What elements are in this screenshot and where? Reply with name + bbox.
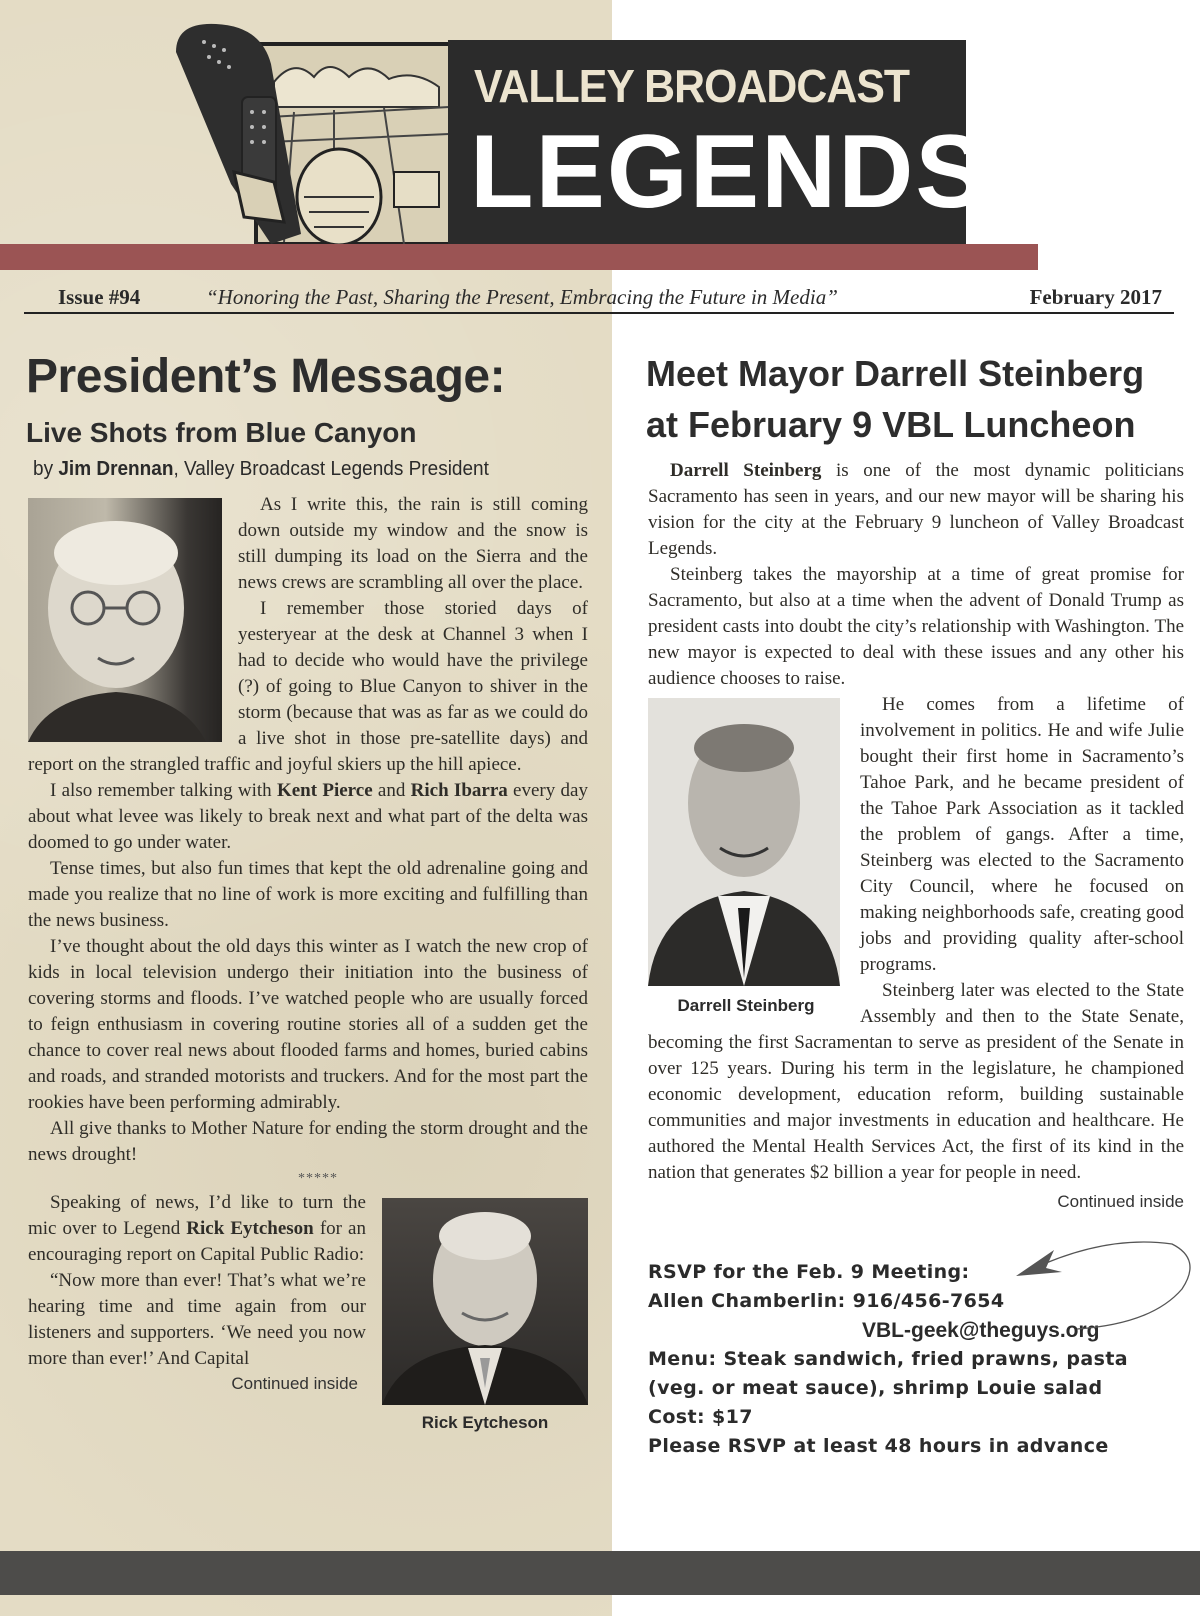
portrait-icon xyxy=(28,498,222,742)
rsvp-contact: Allen Chamberlin: 916/456-7654 xyxy=(648,1290,1005,1312)
rsvp-menu-line: (veg. or meat sauce), shrimp Louie salad xyxy=(648,1377,1103,1399)
curved-arrow-icon xyxy=(1012,1236,1192,1331)
continued-inside-link[interactable]: Continued inside xyxy=(1057,1192,1184,1211)
text-run: Speaking of news, I’d like to turn the mic over to Legend xyxy=(28,1192,366,1239)
paragraph: Tense times, but also fun times that kept the old adrenaline going and made you realize that no line of work is more exciting and fulfilling than the news business. xyxy=(28,858,588,931)
issue-info-bar xyxy=(24,282,1174,314)
bold-name: Kent Pierce xyxy=(276,780,373,801)
paragraph xyxy=(648,458,1184,562)
mayor-article-body xyxy=(648,458,1184,1461)
rick-photo-caption: Rick Eytcheson xyxy=(421,1413,549,1432)
paragraph xyxy=(28,778,588,856)
masthead-accent-bar xyxy=(0,244,1038,270)
text-run: and xyxy=(372,780,411,801)
rsvp-note: Please RSVP at least 48 hours in advance xyxy=(648,1435,1109,1457)
text-run: I also remember talking with xyxy=(50,780,277,801)
bold-name: Rich Ibarra xyxy=(410,780,508,801)
paragraph: All give thanks to Mother Nature for ending the storm drought and the news drought! xyxy=(28,1118,588,1165)
rsvp-menu-line: Menu: Steak sandwich, fried prawns, pasta xyxy=(648,1348,1129,1370)
paragraph: I’ve thought about the old days this winter as I watch the new crop of kids in local television undergo their initiation into the business of covering storms and floods. I’ve watched people who are usually forced to feign enthusiasm in covering routine stories all of a sudden get the chance to cover real news about flooded farms and homes, buried cabins and roads, and stranded motorists and truckers. And for the most part the rookies have been performing admirably. xyxy=(28,936,588,1113)
mayor-article-title xyxy=(646,348,1186,450)
paragraph: He comes from a lifetime of involvement in politics. He and wife Julie bought their first home in Sacramento’s Tahoe Park, and he became president of the Tahoe Park Association as it tackled the problem of gangs. After a time, Steinberg was elected to the Sacramento City Council, where he focused on making neighborhoods safe, creating good jobs and providing quality after-school programs. xyxy=(860,694,1184,975)
paragraph: I remember those storied days of yesteryear at the desk at Channel 3 when I had to decide who would have the privilege (?) of going to Blue Canyon to shiver in the storm (because that was as far as we could do a live shot in those pre-satellite days) and report on the strangled traffic and joyful skiers up the hill apiece. xyxy=(28,598,588,775)
paragraph: “Now more than ever! That’s what we’re hearing time and time again from our listeners and supporters. ‘We need you now more than ever!’ And Capital xyxy=(28,1270,366,1369)
rsvp-email-link[interactable]: VBL-geek@theguys.org xyxy=(862,1319,1100,1342)
rick-eytcheson-photo xyxy=(382,1198,588,1405)
portrait-icon xyxy=(648,698,840,986)
portrait-icon xyxy=(382,1198,588,1405)
paragraph: Steinberg takes the mayorship at a time of great promise for Sacramento, but also at a time when the advent of Donald Trump as president casts into doubt the city’s relationship with Washington. The new mayor is expected to deal with these issues and any other his audience chooses to raise. xyxy=(648,564,1184,689)
title-line: Meet Mayor Darrell Steinberg xyxy=(646,353,1145,394)
byline-prefix: by xyxy=(33,458,59,480)
text-run: for an encouraging report on Capital Public Radio: xyxy=(28,1218,366,1265)
rsvp-heading: RSVP for the Feb. 9 Meeting: xyxy=(648,1261,970,1283)
rsvp-section xyxy=(648,1258,1184,1461)
microphone-capitol-logo-icon xyxy=(174,22,450,244)
footer-band xyxy=(0,1551,1200,1595)
darrell-steinberg-photo xyxy=(648,698,840,986)
darrell-photo-block xyxy=(648,698,844,1018)
president-article-body xyxy=(28,492,588,1439)
rick-photo-block xyxy=(382,1198,588,1435)
text-run: is one of the most dynamic politicians Sacramento has seen in years, and our new mayor will be sharing his vision for the city at the February 9 luncheon of Valley Broadcast Legends. xyxy=(648,460,1184,559)
issue-date: February 2017 xyxy=(1029,285,1162,309)
president-article-subtitle: Live Shots from Blue Canyon xyxy=(26,417,417,448)
title-line: at February 9 VBL Luncheon xyxy=(646,404,1136,445)
masthead-title-line1: VALLEY BROADCAST xyxy=(474,60,910,112)
issue-number: Issue #94 xyxy=(58,285,141,309)
rsvp-cost: Cost: $17 xyxy=(648,1406,753,1428)
darrell-photo-caption: Darrell Steinberg xyxy=(677,996,815,1015)
byline-author: Jim Drennan xyxy=(58,458,174,480)
paragraph: As I write this, the rain is still coming down outside my window and the snow is still dumping its load on the Sierra and the news crews are scrambling all over the place. xyxy=(238,494,588,593)
section-separator: ***** xyxy=(298,1171,338,1186)
byline-role: , Valley Broadcast Legends President xyxy=(173,458,489,480)
paragraph: Steinberg later was elected to the State Assembly and then to the State Senate, becoming the first Sacramentan to serve as president of the Senate in over 125 years. During his term in the legislature, he championed economic development, education reform, building sustainable communities and major investments in education and healthcare. He authored the Mental Health Services Act, the first of its kind in the nation that generates $2 billion a year for people in need. xyxy=(648,980,1184,1183)
bold-name: Rick Eytcheson xyxy=(186,1218,314,1239)
text-run: every day about what levee was likely to break next and what part of the delta was doomed to go under water. xyxy=(28,780,588,853)
newsletter-motto: “Honoring the Past, Sharing the Present, Embracing the Future in Media” xyxy=(206,285,838,309)
masthead-title-line2: LEGENDS xyxy=(470,114,987,230)
jim-drennan-photo xyxy=(28,498,222,742)
continued-inside-link[interactable]: Continued inside xyxy=(231,1374,358,1393)
president-article-title: President’s Message: xyxy=(26,350,506,403)
bold-name: Darrell Steinberg xyxy=(670,460,822,481)
president-article-byline xyxy=(33,456,489,482)
